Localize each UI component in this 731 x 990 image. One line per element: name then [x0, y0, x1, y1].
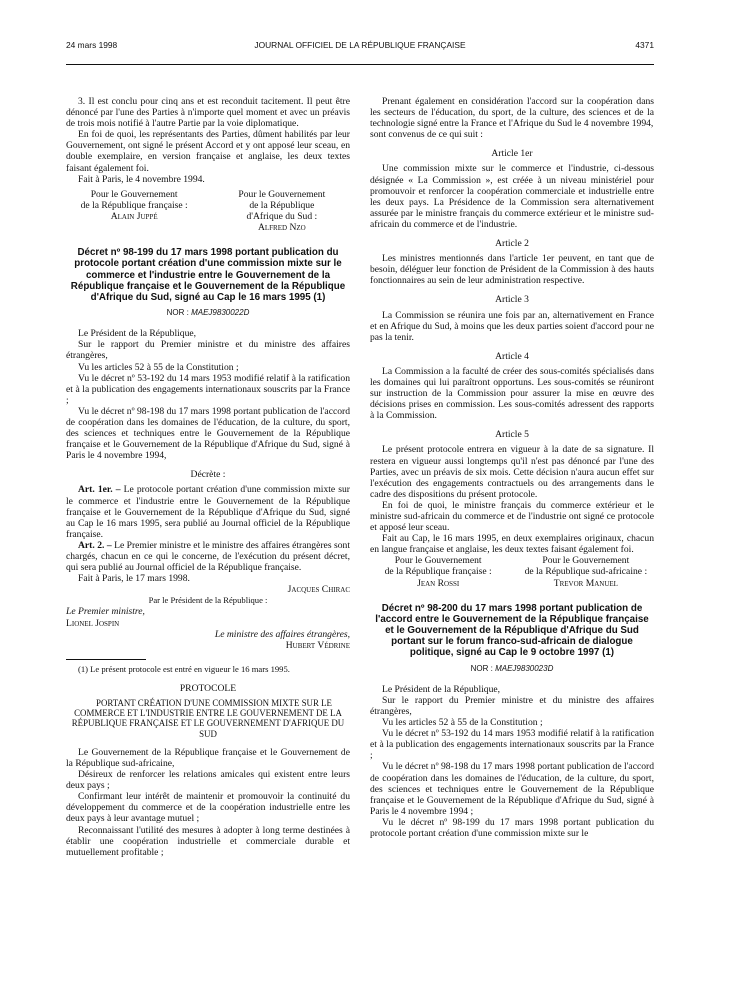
visa-constitution: Vu les articles 52 à 55 de la Constitution ;	[78, 361, 239, 373]
article-5-text: Le présent protocole entrera en vigueur à la date de sa signature. Il restera en vigueur aussi longtemps qu'il n'est pas dénoncé par l'une des Parties, avec un préavis de six mois. Cette décision n'aura aucun effet sur l'exécution des engagements contractuels ou des arrangements dans le cadre des dispositions du présent protocole.	[370, 444, 654, 500]
protocole-title: PORTANT CRÉATION D'UNE COMMISSION MIXTE SUR LE COMMERCE ET L'INDUSTRIE ENTRE LE GOUVERNEMENT DE LA RÉPUBLIQUE FRANÇAISE ET LE GOUVERNEMENT D'AFRIQUE DU SUD	[71, 698, 345, 739]
signatory-chirac: Jacques Chirac	[287, 584, 350, 596]
protocole-heading: PROTOCOLE	[179, 682, 237, 694]
page-header	[66, 40, 654, 56]
header-rule	[66, 64, 654, 65]
decrete-heading: Décrète :	[190, 469, 226, 481]
decree-fait: Fait à Paris, le 17 mars 1998.	[78, 573, 190, 585]
visa-constitution: Vu les articles 52 à 55 de la Constitution ;	[382, 717, 543, 729]
signature-france: Pour le Gouvernement de la République française : Alain Juppé	[66, 189, 202, 233]
visa-decret-53-192: Vu le décret nº 53-192 du 14 mars 1953 modifié relatif à la ratification et à la publication des engagements internationaux souscrits par la France ;	[66, 372, 350, 406]
article-4-text: La Commission a la faculté de créer des sous-comités spécialisés dans les domaines qui lui paraîtront opportuns. Les sous-comités se réuniront sur instruction de la Commission pour assurer la mise en œuvre des décisions prises en commission. Les sous-comités adressent des rapports à la Commission.	[370, 365, 654, 422]
premier-ministre-label: Le Premier ministre,	[66, 606, 145, 618]
nor-reference: NOR : MAEJ9830022D	[166, 308, 250, 318]
header-page-number: 4371	[635, 40, 654, 50]
article-2-heading: Article 2	[495, 238, 529, 250]
footnote-rule	[66, 659, 146, 660]
article-1-heading: Article 1er	[491, 148, 533, 160]
article-3-heading: Article 3	[495, 294, 529, 306]
left-column	[66, 96, 350, 858]
visa-rapport: Sur le rapport du Premier ministre et du ministre des affaires étrangères,	[370, 694, 654, 717]
visa-president: Le Président de la République,	[382, 683, 501, 695]
signatory-name: Jean Rossi	[417, 577, 460, 589]
article-1: Art. 1er. – Le protocole portant création d'une commission mixte sur le commerce et l'industrie entre le Gouvernement de la République française et le Gouvernement de la République d'Afrique du Sud, signé au Cap le 16 mars 1995, sera publié au Journal officiel de la République française.	[66, 484, 350, 540]
decree-98-199-title: Décret nº 98-199 du 17 mars 1998 portant publication du protocole portant création d'une commission mixte sur le commerce et l'industrie entre le Gouvernement de la République française et le Gouvernement de la République d'Afrique du Sud, signé au Cap le 16 mars 1995 (1)	[70, 247, 346, 303]
agreement-en-foi: En foi de quoi, les représentants des Parties, dûment habilités par leur Gouvernement, ont signé le présent Accord et y ont apposé leur sceau, en double exemplaire, en version française et anglaise, les deux textes faisant également foi.	[66, 129, 350, 174]
header-date: 24 mars 1998	[66, 40, 118, 50]
sont-convenus: sont convenus de ce qui suit :	[370, 129, 483, 141]
signature-south-africa: Pour le Gouvernement de la République d'Afrique du Sud : Alfred Nzo	[214, 189, 350, 233]
header-journal-title: JOURNAL OFFICIEL DE LA RÉPUBLIQUE FRANÇAISE	[254, 40, 466, 50]
signatory-jospin: Lionel Jospin	[66, 617, 120, 629]
ministre-affaires-etrangeres-label: Le ministre des affaires étrangères,	[214, 628, 350, 640]
preamble-4: Reconnaissant l'utilité des mesures à adopter à long terme destinées à établir une coopération industrielle et commerciale durable et mutuellement profitable ;	[66, 824, 350, 858]
protocole-en-foi: En foi de quoi, le ministre français du commerce extérieur et le ministre sud-africain du commerce et de l'industrie ont signé ce protocole et apposé leur sceau.	[370, 499, 654, 534]
preamble-1: Le Gouvernement de la République française et le Gouvernement de la République sud-africaine,	[66, 746, 350, 769]
visa-rapport: Sur le rapport du Premier ministre et du ministre des affaires étrangères,	[66, 339, 350, 362]
visa-decret-98-198: Vu le décret nº 98-198 du 17 mars 1998 portant publication de l'accord de coopération dans les domaines de l'éducation, de la culture, du sport, des sciences et techniques entre le Gouvernement de la République française et le Gouvernement de la République d'Afrique du Sud, signé à Paris le 4 novembre 1994,	[66, 405, 350, 462]
article-2: Art. 2. – Le Premier ministre et le ministre des affaires étrangères sont chargés, chacun en ce qui le concerne, de l'exécution du présent décret, qui sera publié au Journal officiel de la République française.	[66, 539, 350, 574]
visa-decret-53-192: Vu le décret nº 53-192 du 14 mars 1953 modifié relatif à la ratification et à la publication des engagements internationaux souscrits par la France ;	[370, 728, 654, 762]
protocole-signatures	[370, 555, 654, 588]
article-3-text: La Commission se réunira une fois par an, alternativement en France et en Afrique du Sud, à moins que les deux parties soient d'accord pour ne pas la tenir.	[370, 309, 654, 343]
signatory-name: Alain Juppé	[110, 210, 158, 222]
nor-reference: NOR : MAEJ9830023D	[470, 663, 554, 673]
article-1-text: Une commission mixte sur le commerce et l'industrie, ci-dessous désignée « La Commission », est créée à un niveau ministériel pour promouvoir et renforcer la coopération commerciale et industrielle entre les deux pays. La Présidence de la Commission sera alternativement assurée par le ministre français du commerce extérieur et le ministre sud-africain du commerce et de l'industrie.	[370, 163, 654, 230]
article-4-heading: Article 4	[495, 350, 529, 362]
agreement-signatures	[66, 189, 350, 233]
preamble-2: Désireux de renforcer les relations amicales qui existent entre leurs deux pays ;	[66, 769, 350, 792]
article-5-heading: Article 5	[495, 429, 529, 441]
visa-president: Le Président de la République,	[78, 328, 197, 340]
signatory-vedrine: Hubert Védrine	[285, 639, 350, 651]
preamble-5: Prenant également en considération l'accord sur la coopération dans les secteurs de l'éducation, du sport, de la culture, des sciences et de la technologie signé entre la France et l'Afrique du Sud le 4 novembre 1994,	[370, 96, 654, 130]
article-2-text: Les ministres mentionnés dans l'article 1er peuvent, en tant que de besoin, déléguer leur fonction de Président de la Commission à des hauts fonctionnaires au sein de leur administration respective.	[370, 253, 654, 287]
signatory-name: Alfred Nzo	[257, 222, 306, 234]
signature-south-africa: Pour le Gouvernement de la République sud-africaine : Trevor Manuel	[518, 555, 654, 588]
protocole-fait: Fait au Cap, le 16 mars 1995, en deux exemplaires originaux, chacun en langue française et anglaise, les deux textes faisant également foi.	[370, 533, 654, 556]
signatory-name: Trevor Manuel	[553, 577, 618, 589]
visa-decret-98-199: Vu le décret nº 98-199 du 17 mars 1998 portant publication du protocole portant création d'une commission mixte sur le	[370, 816, 654, 839]
footnote: (1) Le présent protocole est entré en vigueur le 16 mars 1995.	[78, 663, 290, 674]
par-le-president: Par le Président de la République :	[148, 595, 268, 606]
visa-decret-98-198: Vu le décret nº 98-198 du 17 mars 1998 portant publication de l'accord de coopération dans les domaines de l'éducation, de la culture, du sport, des sciences et techniques entre le Gouvernement de la République française et le Gouvernement de la République d'Afrique du Sud, signé à Paris le 4 novembre 1994 ;	[370, 761, 654, 817]
agreement-article-3: 3. Il est conclu pour cinq ans et est reconduit tacitement. Il peut être dénoncé par l'une des Parties à n'importe quel moment et avec un préavis de trois mois notifié à l'autre Partie par la voie diplomatique.	[66, 96, 350, 130]
decree-98-200-title: Décret nº 98-200 du 17 mars 1998 portant publication de l'accord entre le Gouvernement de la République française et le Gouvernement de la République d'Afrique du Sud portant sur le forum franco-sud-africain de dialogue politique, signé au Cap le 9 octobre 1997 (1)	[375, 602, 649, 659]
right-column	[370, 96, 654, 839]
agreement-fait: Fait à Paris, le 4 novembre 1994.	[78, 173, 205, 185]
preamble-3: Confirmant leur intérêt de maintenir et promouvoir la continuité du développement du commerce et de la coopération industrielle entre les deux pays à leur avantage mutuel ;	[66, 791, 350, 825]
signature-france: Pour le Gouvernement de la République française : Jean Rossi	[370, 555, 506, 588]
